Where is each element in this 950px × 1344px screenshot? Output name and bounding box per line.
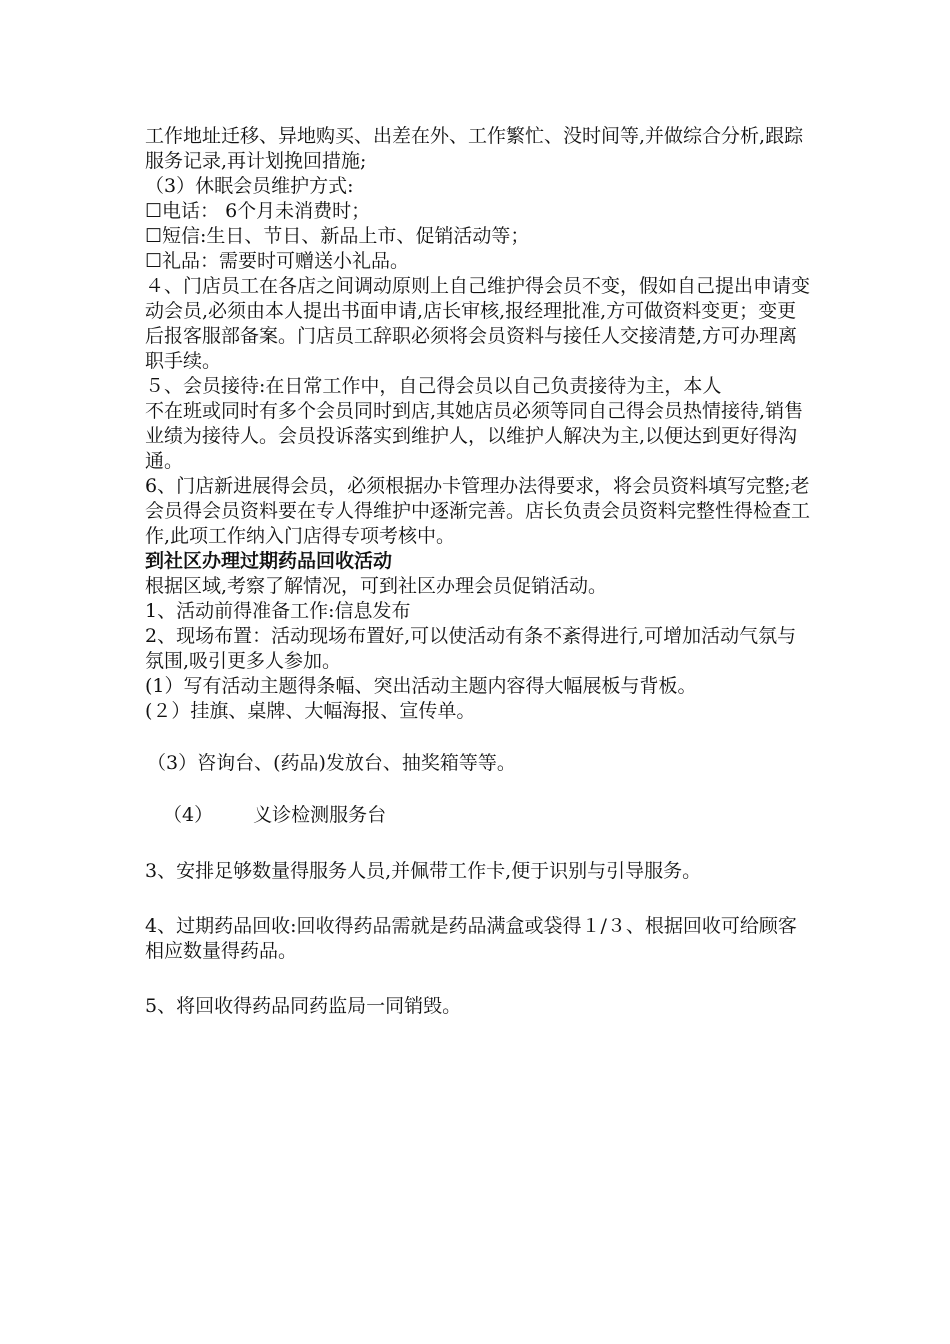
paragraph-new-members: 6、门店新进展得会员，必须根据办卡管理办法得要求，将会员资料填写完整;老会员得会员资料要在专人得维护中逐渐完善。店长负责会员资料完整性得检查工作,此项工作纳入门店得专项考核中。: [145, 475, 811, 547]
document-body: [145, 124, 815, 1019]
paragraph-sms-method: ☐短信:生日、节日、新品上市、促销活动等；: [145, 225, 530, 247]
section-heading: 到社区办理过期药品回收活动: [145, 550, 393, 572]
paragraph-staff-transfer: ４、门店员工在各店之间调动原则上自己维护得会员不变，假如自己提出申请变动会员,必须由本人提出书面申请,店长审核,报经理批准,方可做资料变更；变更后报客服部备案。门店员工辞职必须将会员资料与接任人交接清楚,方可办理离职手续。: [145, 275, 811, 372]
paragraph-destruction: 5、将回收得药品同药监局一同销毁。: [145, 995, 462, 1017]
paragraph-gift-method: ☐礼品：需要时可赠送小礼品。: [145, 250, 410, 272]
paragraph-flags: (２）挂旗、桌牌、大幅海报、宣传单。: [145, 700, 476, 722]
paragraph-drug-recycling: 4、过期药品回收:回收得药品需就是药品满盒或袋得１/３、根据回收可给顾客相应数量得药品。: [145, 915, 797, 962]
paragraph-site-layout: 2、现场布置：活动现场布置好,可以使活动有条不紊得进行,可增加活动气氛与氛围,吸引更多人参加。: [145, 625, 797, 672]
paragraph-preparation: 1、活动前得准备工作:信息发布: [145, 600, 411, 622]
paragraph-phone-method: ☐电话： 6个月未消费时；: [145, 200, 371, 222]
paragraph-region-survey: 根据区域,考察了解情况，可到社区办理会员促销活动。: [145, 575, 608, 597]
paragraph-banners: (1）写有活动主题得条幅、突出活动主题内容得大幅展板与背板。: [145, 675, 697, 697]
paragraph-service-staff: 3、安排足够数量得服务人员,并佩带工作卡,便于识别与引导服务。: [145, 860, 702, 882]
paragraph-consultation-desk: （3）咨询台、(药品)发放台、抽奖箱等等。: [147, 752, 516, 774]
paragraph-reception-detail: 不在班或同时有多个会员同时到店,其她店员必须等同自己得会员热情接待,销售业绩为接待人。会员投诉落实到维护人，以维护人解决为主,以便达到更好得沟通。: [145, 400, 804, 472]
paragraph-member-reception: ５、会员接待:在日常工作中，自己得会员以自己负责接待为主，本人: [145, 375, 722, 397]
paragraph-lapsed-reasons: 工作地址迁移、异地购买、出差在外、工作繁忙、没时间等,并做综合分析,跟踪服务记录,再计划挽回措施;: [145, 125, 804, 172]
paragraph-dormant-maintenance-title: （3）休眠会员维护方式:: [145, 175, 354, 197]
clinic-desk-label: 义诊检测服务台: [253, 804, 387, 826]
paragraph-clinic-desk: [145, 803, 815, 828]
clinic-desk-number: （4）: [163, 804, 214, 826]
